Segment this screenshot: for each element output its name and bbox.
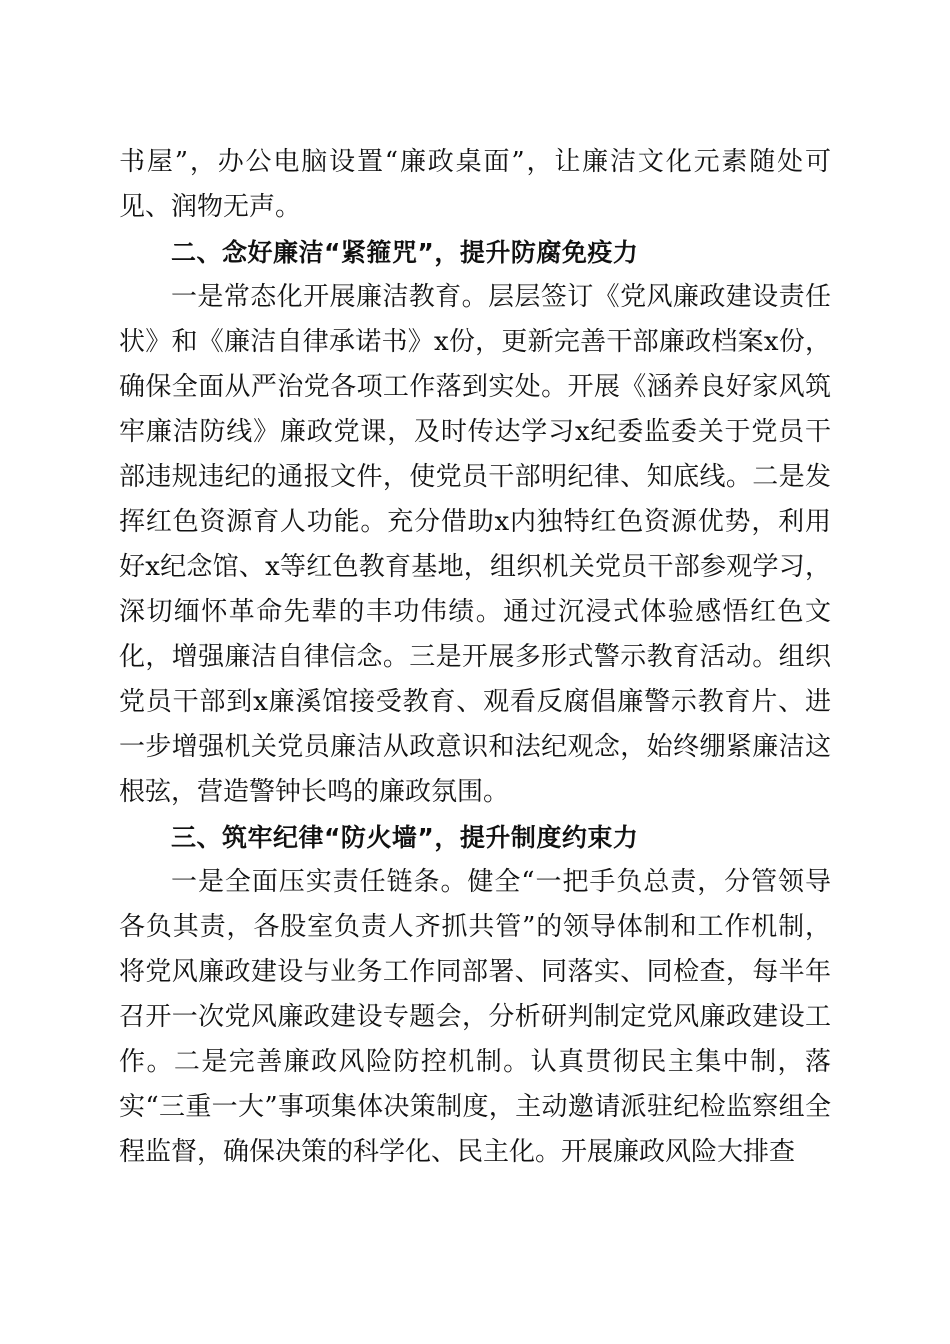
section-heading-2: 二、念好廉洁“紧箍咒”，提升防腐免疫力: [171, 238, 639, 267]
paragraph-section-2: 一是常态化开展廉洁教育。层层签订《党风廉政建设责任状》和《廉洁自律承诺书》x份，更新完善干部廉政档案x份，确保全面从严治党各项工作落到实处。开展《涵养良好家风筑牢廉洁防线》廉政党课，及时传达学习x纪委监委关于党员干部违规违纪的通报文件，使党员干部明纪律、知底线。二是发挥红色资源育人功能。充分借助x内独特红色资源优势，利用好x纪念馆、x等红色教育基地，组织机关党员干部参观学习，深切缅怀革命先辈的丰功伟绩。通过沉浸式体验感悟红色文化，增强廉洁自律信念。三是开展多形式警示教育活动。组织党员干部到x廉溪馆接受教育、观看反腐倡廉警示教育片、进一步增强机关党员廉洁从政意识和法纪观念，始终绷紧廉洁这根弦，营造警钟长鸣的廉政氛围。: [119, 282, 831, 807]
document-body: [119, 140, 831, 1175]
paragraph-section-3: 一是全面压实责任链条。健全“一把手负总责，分管领导各负其责，各股室负责人齐抓共管”的领导体制和工作机制，将党风廉政建设与业务工作同部署、同落实、同检查，每半年召开一次党风廉政建设专题会，分析研判制定党风廉政建设工作。二是完善廉政风险防控机制。认真贯彻民主集中制，落实“三重一大”事项集体决策制度，主动邀请派驻纪检监察组全程监督，确保决策的科学化、民主化。开展廉政风险大排查: [119, 867, 831, 1167]
paragraph-continuation: 书屋”，办公电脑设置“廉政桌面”，让廉洁文化元素随处可见、润物无声。: [119, 147, 831, 222]
section-heading-3: 三、筑牢纪律“防火墙”，提升制度约束力: [171, 823, 639, 852]
